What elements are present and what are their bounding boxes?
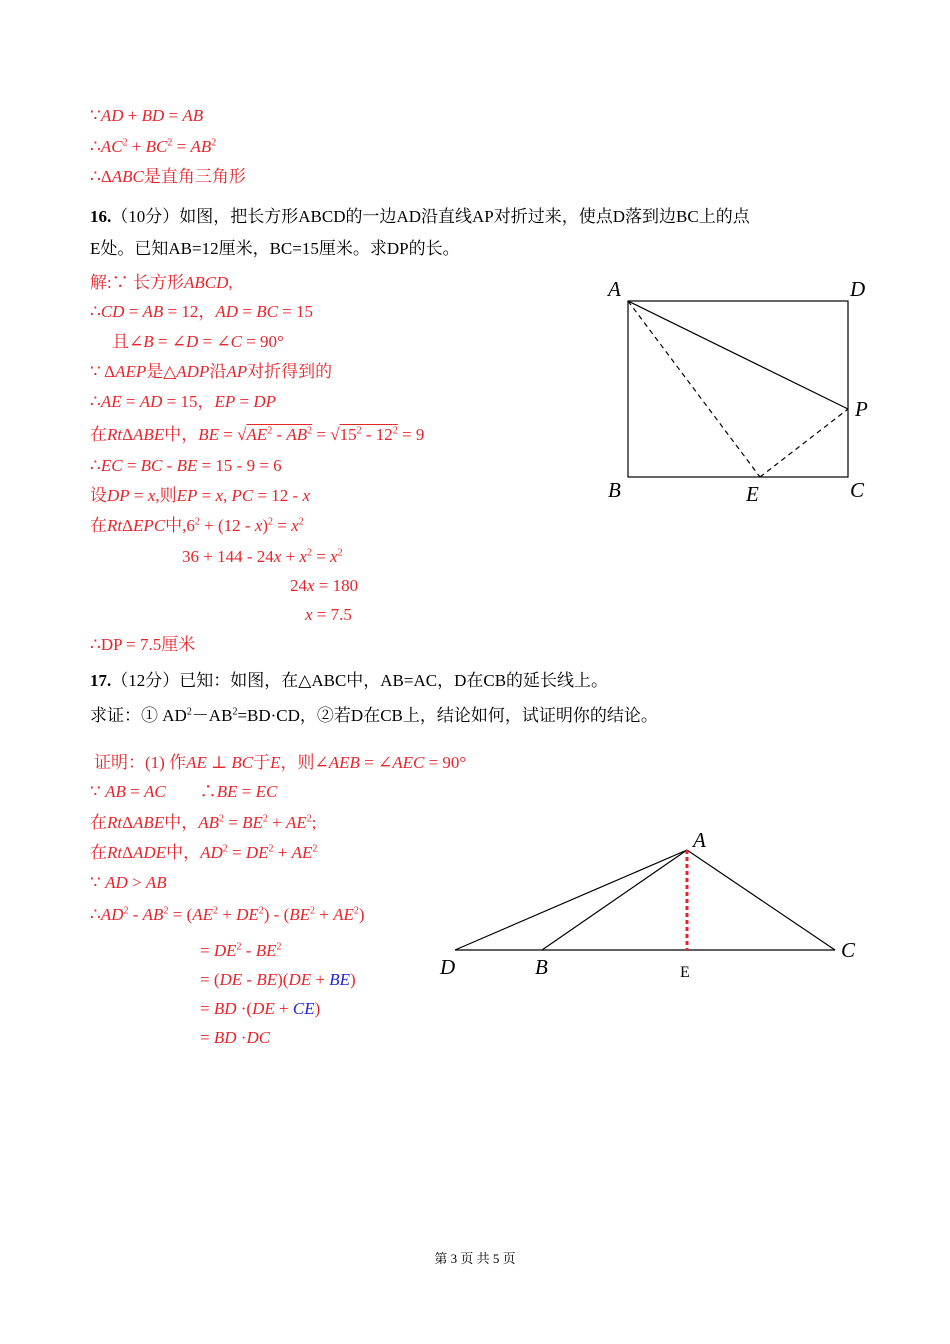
q17-proof-6: $\therefore AD^2 - AB^2 = (AE^2 + DE^2) - (BE^2 + AE^2)$ [90, 905, 365, 924]
q17-proof-9: = BD ·(DE + CE) [200, 999, 321, 1018]
q17-score: （12分） [111, 671, 180, 690]
q16-sol-1: 解:∵ 长方形ABCD, [90, 273, 233, 292]
label-e: E [680, 964, 690, 981]
q17-number: 17. [90, 671, 112, 690]
segment-ep-dashed [760, 409, 848, 477]
q16-score: （10分） [111, 207, 180, 226]
top-proof-line-2: $\therefore AC^2 + BC^2 = AB^2$ [90, 137, 217, 156]
q17-statement-line-1 [90, 670, 608, 692]
page-footer: 第 3 页 共 5 页 [434, 1251, 516, 1266]
rectangle-abcd [628, 301, 848, 477]
label-c: C [841, 938, 856, 962]
q16-sol-10: $36 + 144 - 24x + x^2 = x^2$ [182, 547, 343, 566]
q16-sol-8: 设DP = x,则EP = x, PC = 12 - x [90, 486, 311, 505]
q16-sol-11: 24x = 180 [290, 576, 359, 595]
q17-proof-1: 证明：(1) 作AE ⊥ BC于E，则∠AEB = ∠AEC = 90° [94, 753, 467, 772]
segment-ad [455, 850, 687, 950]
q16-text-1: 如图，把长方形ABCD的一边AD沿直线AP对折过来，使点D落到边BC上的点 [179, 207, 750, 226]
label-b: B [535, 955, 548, 979]
q16-sol-9: 在RtΔEPC中$,6^2 + (12 - x)^2 = x^2$ [90, 516, 304, 535]
label-e: E [746, 482, 759, 506]
q16-figure [600, 275, 890, 505]
label-a: A [608, 277, 621, 301]
label-a: A [693, 828, 706, 852]
q16-sol-2: ∴CD = AB = 12，AD = BC = 15 [90, 302, 314, 321]
label-p: P [855, 397, 868, 421]
segment-ap [628, 301, 848, 409]
q17-proof-8: = (DE - BE)(DE + BE) [200, 970, 356, 989]
top-proof-line-3: ∴ΔABC是直角三角形 [90, 167, 246, 186]
segment-ac [687, 850, 835, 950]
q17-proof-5: ∵ AD > AB [90, 873, 167, 892]
q16-sol-12: x = 7.5 [305, 605, 352, 624]
q17-proof-10: = BD ·DC [200, 1028, 271, 1047]
q17-proof-4: 在RtΔADE中，$AD^2 = DE^2 + AE^2$ [90, 843, 318, 862]
q16-statement-line-1 [90, 206, 750, 228]
segment-ab [542, 850, 687, 950]
q17-proof-2: ∵ AB = AC ∴BE = EC [90, 782, 278, 801]
q16-statement-line-2: E处。已知AB=12厘米，BC=15厘米。求DP的长。 [90, 239, 460, 258]
q16-sol-13: ∴DP = 7.5厘米 [90, 635, 196, 654]
segment-ae-dashed [628, 301, 760, 477]
q17-figure [435, 825, 865, 985]
label-d: D [850, 277, 866, 301]
label-b: B [608, 478, 621, 502]
q17-proof-3: 在RtΔABE中，$AB^2 = BE^2 + AE^2$; [90, 813, 317, 832]
label-c: C [850, 478, 865, 502]
q16-sol-4: ∵ ΔAEP是△ADP沿AP对折得到的 [90, 362, 333, 381]
q17-text-1: 已知：如图，在△ABC中，AB=AC，D在CB的延长线上。 [179, 671, 609, 690]
top-proof-line-1: ∵AD + BD = AB [90, 106, 204, 125]
q16-number: 16. [90, 207, 112, 226]
q17-proof-7: = $DE^2 - BE^2$ [200, 941, 282, 960]
q16-sol-5: ∴AE = AD = 15，EP = DP [90, 392, 277, 411]
q16-sol-7: ∴EC = BC - BE = 15 - 9 = 6 [90, 456, 282, 475]
q16-sol-3: 且∠B = ∠D = ∠C = 90° [112, 332, 284, 351]
q16-sol-6: 在RtΔABE中，BE = $√AE^2 - AB^2 = √15^2 - 12^2 = 9$ [90, 425, 425, 444]
label-d: D [440, 955, 456, 979]
q17-statement-line-2: 求证：① $AD^2-AB^2=BD\cdot CD$，②若D在CB上，结论如何，试证明你的结论。 [90, 706, 658, 725]
